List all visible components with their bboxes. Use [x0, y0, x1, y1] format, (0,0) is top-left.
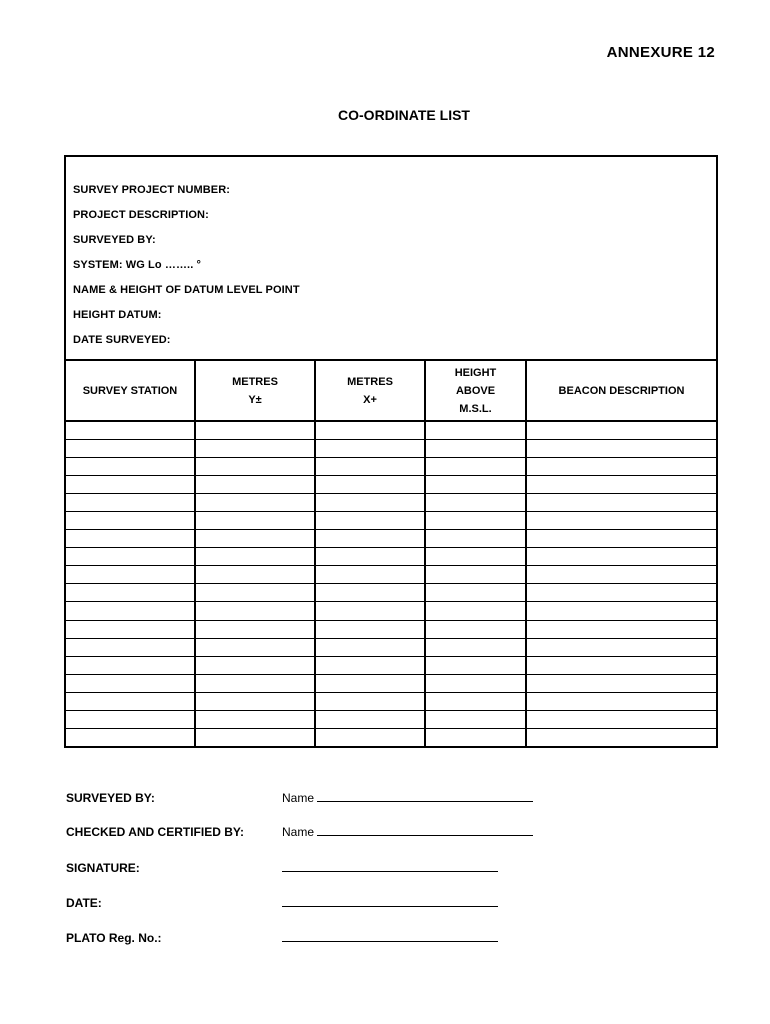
name-prefix: Name [282, 825, 315, 839]
table-row [66, 511, 716, 529]
table-cell[interactable] [526, 530, 716, 548]
date-label: DATE: [66, 896, 102, 910]
table-row [66, 566, 716, 584]
table-row [66, 692, 716, 710]
header-line: METRES [347, 375, 393, 388]
survey-project-number-field[interactable]: SURVEY PROJECT NUMBER: [73, 184, 231, 196]
table-cell[interactable] [526, 457, 716, 475]
table-cell[interactable] [315, 511, 425, 529]
table-cell[interactable] [425, 530, 526, 548]
table-row [66, 421, 716, 439]
table-cell[interactable] [425, 584, 526, 602]
column-header-height-msl [425, 361, 526, 421]
table-cell[interactable] [526, 656, 716, 674]
table-cell[interactable] [425, 674, 526, 692]
table-row [66, 457, 716, 475]
table-cell[interactable] [66, 457, 195, 475]
table-cell[interactable] [526, 620, 716, 638]
table-cell[interactable] [315, 602, 425, 620]
table-cell[interactable] [195, 620, 315, 638]
project-description-field[interactable]: PROJECT DESCRIPTION: [73, 209, 209, 221]
table-cell[interactable] [315, 421, 425, 439]
table-cell[interactable] [195, 475, 315, 493]
table-cell[interactable] [526, 674, 716, 692]
plato-reg-label: PLATO Reg. No.: [66, 931, 162, 945]
datum-level-point-field[interactable]: NAME & HEIGHT OF DATUM LEVEL POINT [73, 284, 300, 296]
signature-label: SIGNATURE: [66, 861, 140, 875]
table-cell[interactable] [66, 620, 195, 638]
table-cell[interactable] [315, 656, 425, 674]
table-cell[interactable] [315, 530, 425, 548]
height-datum-field[interactable]: HEIGHT DATUM: [73, 309, 162, 321]
table-cell[interactable] [425, 548, 526, 566]
header-line: HEIGHT [454, 366, 497, 379]
table-cell[interactable] [66, 602, 195, 620]
header-line: ABOVE [455, 384, 496, 397]
table-cell[interactable] [315, 729, 425, 747]
checked-certified-name-field[interactable] [282, 825, 533, 839]
table-cell[interactable] [66, 548, 195, 566]
table-cell[interactable] [66, 475, 195, 493]
table-cell[interactable] [526, 511, 716, 529]
table-body [66, 421, 716, 747]
table-cell[interactable] [195, 729, 315, 747]
table-row [66, 674, 716, 692]
date-field[interactable] [282, 896, 498, 910]
table-cell[interactable] [315, 566, 425, 584]
blank-line [282, 861, 498, 872]
table-cell[interactable] [315, 493, 425, 511]
table-cell[interactable] [195, 638, 315, 656]
blank-line [317, 825, 533, 836]
header-line: Y± [248, 393, 262, 406]
signature-field[interactable] [282, 861, 498, 875]
table-cell[interactable] [66, 711, 195, 729]
page-title: CO-ORDINATE LIST [338, 107, 470, 123]
project-info-section [66, 157, 716, 361]
table-cell[interactable] [315, 674, 425, 692]
table-cell[interactable] [425, 638, 526, 656]
table-cell[interactable] [315, 439, 425, 457]
table-row [66, 656, 716, 674]
table-cell[interactable] [195, 457, 315, 475]
table-cell[interactable] [195, 711, 315, 729]
table-cell[interactable] [66, 493, 195, 511]
table-cell[interactable] [66, 656, 195, 674]
table-cell[interactable] [195, 584, 315, 602]
table-cell[interactable] [66, 638, 195, 656]
table-cell[interactable] [195, 511, 315, 529]
table-cell[interactable] [195, 656, 315, 674]
table-cell[interactable] [315, 475, 425, 493]
table-cell[interactable] [66, 511, 195, 529]
system-field[interactable]: SYSTEM: WG Lo …….. ° [73, 259, 202, 271]
table-cell[interactable] [425, 602, 526, 620]
column-header-survey-station [66, 361, 195, 421]
table-cell[interactable] [526, 566, 716, 584]
header-line: METRES [232, 375, 278, 388]
table-cell[interactable] [425, 511, 526, 529]
table-cell[interactable] [315, 711, 425, 729]
table-cell[interactable] [66, 439, 195, 457]
date-surveyed-field[interactable]: DATE SURVEYED: [73, 334, 171, 346]
coordinate-form [64, 155, 718, 748]
table-cell[interactable] [315, 692, 425, 710]
table-cell[interactable] [526, 584, 716, 602]
table-cell[interactable] [66, 421, 195, 439]
header-line: M.S.L. [459, 402, 492, 415]
table-header-row [66, 361, 716, 421]
column-header-beacon-description [526, 361, 716, 421]
table-row [66, 638, 716, 656]
surveyed-by-label: SURVEYED BY: [66, 791, 155, 805]
table-cell[interactable] [66, 530, 195, 548]
table-cell[interactable] [66, 674, 195, 692]
blank-line [317, 791, 533, 802]
table-row [66, 493, 716, 511]
table-cell[interactable] [195, 530, 315, 548]
table-row [66, 584, 716, 602]
surveyed-by-field[interactable]: SURVEYED BY: [73, 234, 156, 246]
annexure-label: ANNEXURE 12 [606, 44, 715, 61]
column-header-metres-y [195, 361, 315, 421]
table-cell[interactable] [66, 692, 195, 710]
table-cell[interactable] [195, 674, 315, 692]
name-prefix: Name [282, 791, 315, 805]
checked-certified-label: CHECKED AND CERTIFIED BY: [66, 825, 245, 839]
table-cell[interactable] [526, 692, 716, 710]
table-row [66, 602, 716, 620]
table-row [66, 711, 716, 729]
table-row [66, 475, 716, 493]
table-cell[interactable] [195, 493, 315, 511]
table-cell[interactable] [425, 475, 526, 493]
table-cell[interactable] [195, 602, 315, 620]
header-line: SURVEY STATION [82, 384, 178, 397]
table-row [66, 548, 716, 566]
table-cell[interactable] [526, 475, 716, 493]
table-row [66, 729, 716, 747]
table-cell[interactable] [195, 421, 315, 439]
table-row [66, 439, 716, 457]
table-cell[interactable] [526, 493, 716, 511]
table-cell[interactable] [526, 602, 716, 620]
table-cell[interactable] [425, 620, 526, 638]
table-cell[interactable] [425, 692, 526, 710]
table-row [66, 620, 716, 638]
table-cell[interactable] [195, 566, 315, 584]
table-cell[interactable] [526, 548, 716, 566]
table-cell[interactable] [315, 620, 425, 638]
table-cell[interactable] [425, 729, 526, 747]
table-cell[interactable] [425, 566, 526, 584]
column-header-metres-x [315, 361, 425, 421]
coordinate-table [66, 361, 716, 747]
table-cell[interactable] [315, 457, 425, 475]
table-cell[interactable] [526, 638, 716, 656]
table-cell[interactable] [66, 584, 195, 602]
table-cell[interactable] [195, 548, 315, 566]
table-cell[interactable] [315, 548, 425, 566]
table-cell[interactable] [526, 439, 716, 457]
surveyed-by-name-field[interactable] [282, 791, 533, 805]
table-cell[interactable] [425, 711, 526, 729]
table-cell[interactable] [425, 439, 526, 457]
table-row [66, 530, 716, 548]
table-cell[interactable] [425, 656, 526, 674]
header-line: X+ [363, 393, 377, 406]
table-cell[interactable] [315, 584, 425, 602]
table-cell[interactable] [66, 729, 195, 747]
header-line: BEACON DESCRIPTION [558, 384, 685, 397]
table-cell[interactable] [195, 439, 315, 457]
table-cell[interactable] [425, 457, 526, 475]
plato-reg-field[interactable] [282, 931, 498, 945]
table-cell[interactable] [66, 566, 195, 584]
table-cell[interactable] [425, 421, 526, 439]
table-cell[interactable] [195, 692, 315, 710]
table-cell[interactable] [526, 711, 716, 729]
table-cell[interactable] [526, 421, 716, 439]
table-cell[interactable] [526, 729, 716, 747]
table-cell[interactable] [315, 638, 425, 656]
blank-line [282, 896, 498, 907]
table-cell[interactable] [425, 493, 526, 511]
blank-line [282, 931, 498, 942]
